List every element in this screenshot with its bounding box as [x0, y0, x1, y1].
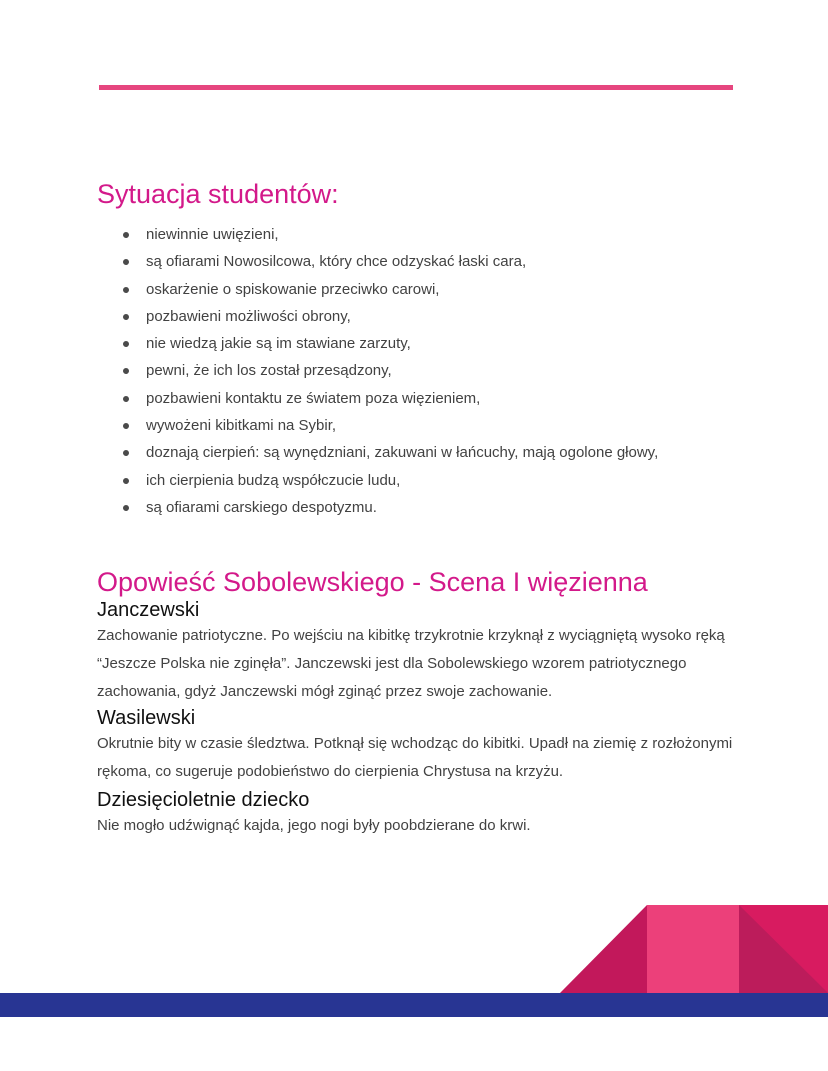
list-item: oskarżenie o spiskowanie przeciwko carowi, — [118, 276, 658, 303]
corner-square-middle — [647, 905, 739, 993]
list-item: ich cierpienia budzą współczucie ludu, — [118, 467, 658, 494]
person-name: Wasilewski — [97, 707, 196, 729]
list-item: doznają cierpień: są wynędzniani, zakuwani w łańcuchy, mają ogolone głowy, — [118, 439, 658, 466]
list-item: pozbawieni możliwości obrony, — [118, 303, 658, 330]
list-item: nie wiedzą jakie są im stawiane zarzuty, — [118, 330, 658, 357]
list-item: wywożeni kibitkami na Sybir, — [118, 412, 658, 439]
person-description: Zachowanie patriotyczne. Po wejściu na kibitkę trzykrotnie krzyknął z wyciągniętą wysoko ręką “Jeszcze Polska nie zginęła”. Janczewski jest dla Sobolewskiego wzorem patriotycznego zachowania, gdyż Janczewski mógł zginąć przez swoje zachowanie. — [97, 627, 725, 700]
corner-triangle-left — [560, 905, 647, 993]
person-description: Nie mogło udźwignąć kajda, jego nogi były poobdzierane do krwi. — [97, 817, 531, 834]
section-title-opowiesc: Opowieść Sobolewskiego - Scena I więzienna — [97, 567, 648, 597]
list-item: są ofiarami Nowosilcowa, który chce odzyskać łaski cara, — [118, 248, 658, 275]
list-item: niewinnie uwięzieni, — [118, 221, 658, 248]
person-name: Dziesięcioletnie dziecko — [97, 789, 310, 811]
section-title-sytuacja: Sytuacja studentów: — [97, 179, 339, 209]
person-name: Janczewski — [97, 599, 200, 621]
person-description: Okrutnie bity w czasie śledztwa. Potknął się wchodząc do kibitki. Upadł na ziemię z rozłożonymi rękoma, co sugeruje podobieństwo do cierpienia Chrystusa na krzyżu. — [97, 735, 733, 780]
list-item: pewni, że ich los został przesądzony, — [118, 357, 658, 384]
list-item: pozbawieni kontaktu ze światem poza więzieniem, — [118, 385, 658, 412]
list-item: są ofiarami carskiego despotyzmu. — [118, 494, 658, 521]
footer-band — [0, 993, 828, 1017]
